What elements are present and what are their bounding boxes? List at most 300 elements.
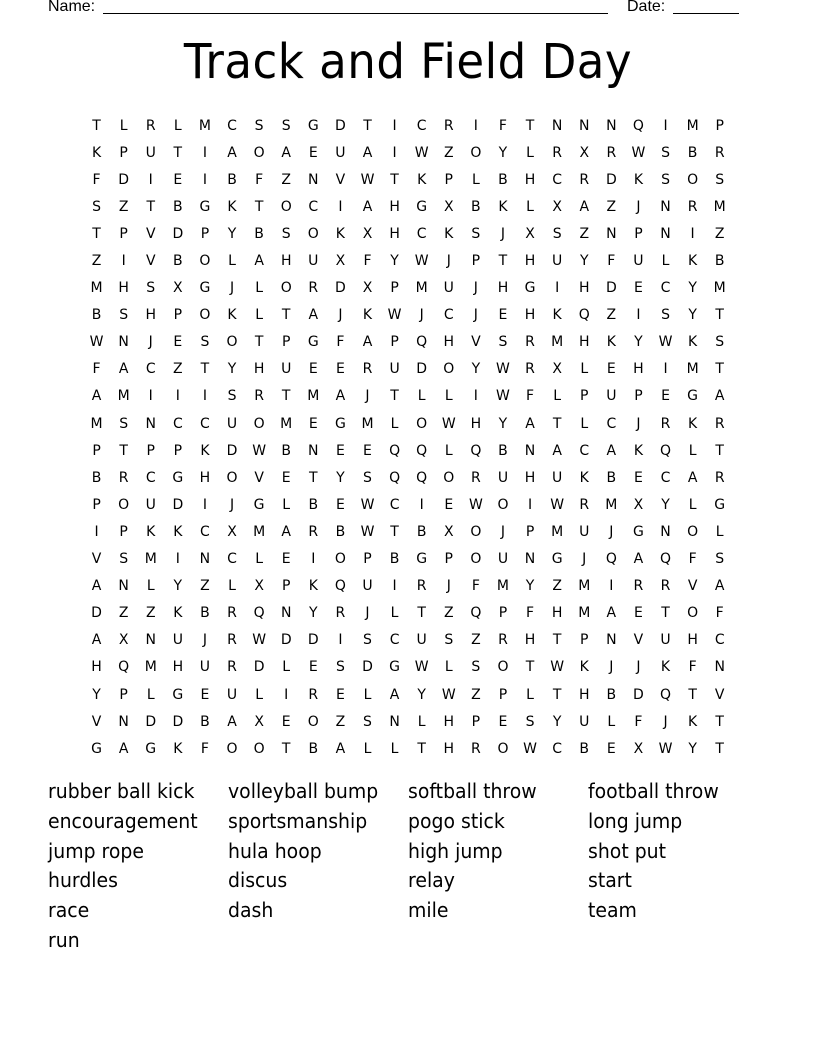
grid-letter[interactable]: R <box>714 415 725 432</box>
grid-letter[interactable]: F <box>363 253 372 270</box>
grid-letter[interactable]: S <box>715 171 725 188</box>
grid-letter[interactable]: Y <box>579 253 589 270</box>
grid-letter[interactable]: E <box>308 144 318 161</box>
grid-letter[interactable]: L <box>282 659 291 676</box>
grid-letter[interactable]: C <box>552 171 563 188</box>
grid-letter[interactable]: Q <box>605 551 617 568</box>
grid-letter[interactable]: A <box>714 388 725 405</box>
grid-letter[interactable]: U <box>172 632 183 649</box>
grid-letter[interactable]: P <box>715 117 724 134</box>
grid-letter[interactable]: S <box>92 198 101 215</box>
grid-letter[interactable]: L <box>390 740 399 757</box>
grid-letter[interactable]: O <box>416 415 428 432</box>
grid-letter[interactable]: J <box>202 632 207 649</box>
grid-letter[interactable]: Q <box>416 442 428 459</box>
grid-letter[interactable]: E <box>173 171 183 188</box>
grid-letter[interactable]: L <box>119 117 128 134</box>
grid-letter[interactable]: F <box>526 388 535 405</box>
grid-letter[interactable]: T <box>309 469 318 486</box>
grid-letter[interactable]: L <box>363 740 372 757</box>
grid-letter[interactable]: X <box>552 361 562 378</box>
grid-letter[interactable]: N <box>280 605 292 622</box>
grid-letter[interactable]: I <box>663 361 668 378</box>
grid-letter[interactable]: R <box>714 144 725 161</box>
grid-letter[interactable]: L <box>526 198 534 215</box>
grid-letter[interactable]: Z <box>200 578 210 595</box>
grid-letter[interactable]: U <box>389 361 400 378</box>
grid-letter[interactable]: W <box>631 144 646 161</box>
grid-letter[interactable]: L <box>715 523 724 540</box>
grid-letter[interactable]: I <box>202 496 207 513</box>
grid-letter[interactable]: P <box>444 551 453 568</box>
grid-letter[interactable]: H <box>443 740 455 757</box>
grid-letter[interactable]: P <box>281 578 291 595</box>
grid-letter[interactable]: I <box>202 171 207 188</box>
grid-letter[interactable]: E <box>335 496 345 513</box>
grid-letter[interactable]: N <box>145 632 156 649</box>
grid-letter[interactable]: W <box>360 523 375 540</box>
grid-letter[interactable]: W <box>550 496 565 513</box>
grid-letter[interactable]: K <box>552 307 562 324</box>
grid-letter[interactable]: P <box>92 442 101 459</box>
grid-letter[interactable]: T <box>715 713 724 730</box>
grid-letter[interactable]: G <box>307 334 319 351</box>
grid-letter[interactable]: U <box>552 253 563 270</box>
grid-letter[interactable]: D <box>335 280 346 297</box>
grid-letter[interactable]: J <box>446 253 451 270</box>
grid-letter[interactable]: D <box>172 225 184 242</box>
grid-letter[interactable]: K <box>173 740 183 757</box>
grid-letter[interactable]: X <box>633 740 644 757</box>
grid-letter[interactable]: N <box>660 198 671 215</box>
grid-letter[interactable]: M <box>686 117 699 134</box>
grid-letter[interactable]: Z <box>118 605 129 622</box>
grid-letter[interactable]: S <box>498 334 508 351</box>
grid-letter[interactable]: P <box>363 551 372 568</box>
grid-letter[interactable]: K <box>227 198 237 215</box>
grid-letter[interactable]: S <box>363 632 372 649</box>
grid-letter[interactable]: B <box>227 171 237 188</box>
grid-letter[interactable]: Z <box>443 605 454 622</box>
grid-letter[interactable]: X <box>633 496 644 513</box>
grid-letter[interactable]: I <box>392 578 397 595</box>
grid-letter[interactable]: I <box>338 198 343 215</box>
grid-letter[interactable]: L <box>688 442 697 459</box>
grid-letter[interactable]: U <box>145 496 156 513</box>
grid-letter[interactable]: E <box>335 361 345 378</box>
name-blank-line[interactable] <box>103 13 608 14</box>
grid-letter[interactable]: I <box>338 632 343 649</box>
grid-letter[interactable]: L <box>444 442 453 459</box>
grid-letter[interactable]: K <box>308 578 318 595</box>
grid-letter[interactable]: Y <box>688 280 697 297</box>
grid-letter[interactable]: K <box>688 334 698 351</box>
grid-letter[interactable]: U <box>308 253 319 270</box>
grid-letter[interactable]: Y <box>661 496 670 513</box>
grid-letter[interactable]: T <box>498 253 508 270</box>
grid-letter[interactable]: B <box>200 605 210 622</box>
grid-letter[interactable]: C <box>416 225 427 242</box>
grid-letter[interactable]: X <box>525 225 535 242</box>
grid-letter[interactable]: Y <box>390 253 399 270</box>
grid-letter[interactable]: R <box>470 469 481 486</box>
grid-letter[interactable]: B <box>498 442 508 459</box>
grid-letter[interactable]: O <box>497 659 509 676</box>
grid-letter[interactable]: O <box>199 307 211 324</box>
grid-letter[interactable]: I <box>175 551 180 568</box>
grid-letter[interactable]: R <box>525 361 535 378</box>
grid-letter[interactable]: T <box>715 442 724 459</box>
grid-letter[interactable]: A <box>91 578 102 595</box>
grid-letter[interactable]: S <box>281 225 291 242</box>
grid-letter[interactable]: U <box>335 144 346 161</box>
grid-letter[interactable]: A <box>308 307 319 324</box>
grid-letter[interactable]: I <box>148 171 153 188</box>
grid-letter[interactable]: S <box>119 415 129 432</box>
grid-letter[interactable]: T <box>525 117 535 134</box>
grid-letter[interactable]: O <box>280 198 292 215</box>
grid-letter[interactable]: E <box>633 469 643 486</box>
grid-letter[interactable]: P <box>119 523 128 540</box>
grid-letter[interactable]: N <box>524 551 536 568</box>
grid-letter[interactable]: T <box>119 442 128 459</box>
grid-letter[interactable]: T <box>552 686 562 703</box>
grid-letter[interactable]: H <box>389 225 400 242</box>
date-blank-line[interactable] <box>673 13 739 14</box>
grid-letter[interactable]: E <box>335 442 345 459</box>
grid-letter[interactable]: G <box>416 551 428 568</box>
grid-letter[interactable]: H <box>687 632 698 649</box>
grid-letter[interactable]: T <box>417 740 426 757</box>
grid-letter[interactable]: S <box>715 551 725 568</box>
grid-letter[interactable]: S <box>471 659 481 676</box>
grid-letter[interactable]: W <box>89 334 104 351</box>
grid-letter[interactable]: U <box>226 686 238 703</box>
grid-letter[interactable]: B <box>416 523 427 540</box>
grid-letter[interactable]: T <box>688 686 697 703</box>
grid-letter[interactable]: L <box>580 361 589 378</box>
grid-letter[interactable]: H <box>578 686 590 703</box>
grid-letter[interactable]: Z <box>714 225 725 242</box>
grid-letter[interactable]: P <box>119 686 128 703</box>
grid-letter[interactable]: W <box>468 496 483 513</box>
grid-letter[interactable]: U <box>416 632 427 649</box>
grid-letter[interactable]: D <box>605 171 617 188</box>
grid-letter[interactable]: C <box>606 415 617 432</box>
grid-letter[interactable]: H <box>633 361 644 378</box>
grid-letter[interactable]: F <box>471 578 480 595</box>
grid-letter[interactable]: U <box>443 280 454 297</box>
grid-letter[interactable]: Y <box>688 740 697 757</box>
grid-letter[interactable]: Z <box>443 144 454 161</box>
grid-letter[interactable]: R <box>145 117 156 134</box>
grid-letter[interactable]: C <box>227 551 237 568</box>
grid-letter[interactable]: L <box>390 415 399 432</box>
grid-letter[interactable]: M <box>144 551 157 568</box>
grid-letter[interactable]: R <box>525 334 535 351</box>
grid-letter[interactable]: M <box>415 280 428 297</box>
grid-letter[interactable]: S <box>119 551 129 568</box>
grid-letter[interactable]: N <box>308 442 319 459</box>
grid-letter[interactable]: U <box>281 361 292 378</box>
grid-letter[interactable]: A <box>362 144 373 161</box>
grid-letter[interactable]: T <box>173 144 183 161</box>
grid-letter[interactable]: L <box>255 686 264 703</box>
grid-letter[interactable]: B <box>579 740 590 757</box>
grid-letter[interactable]: D <box>118 171 130 188</box>
grid-letter[interactable]: O <box>307 713 319 730</box>
grid-letter[interactable]: A <box>525 415 535 432</box>
grid-letter[interactable]: K <box>633 442 644 459</box>
grid-letter[interactable]: F <box>92 171 101 188</box>
grid-letter[interactable]: A <box>227 713 237 730</box>
grid-letter[interactable]: A <box>91 632 102 649</box>
grid-letter[interactable]: G <box>524 280 536 297</box>
grid-letter[interactable]: R <box>362 361 373 378</box>
grid-letter[interactable]: H <box>578 280 590 297</box>
grid-letter[interactable]: W <box>441 686 456 703</box>
grid-letter[interactable]: O <box>226 740 238 757</box>
grid-letter[interactable]: G <box>334 415 346 432</box>
grid-letter[interactable]: K <box>362 307 373 324</box>
grid-letter[interactable]: S <box>335 659 345 676</box>
grid-letter[interactable]: R <box>118 469 129 486</box>
grid-letter[interactable]: W <box>523 740 537 757</box>
grid-letter[interactable]: L <box>553 388 562 405</box>
grid-letter[interactable]: I <box>392 144 397 161</box>
grid-letter[interactable]: W <box>387 307 402 324</box>
grid-letter[interactable]: I <box>473 388 478 405</box>
grid-letter[interactable]: T <box>715 307 724 324</box>
grid-letter[interactable]: A <box>606 442 617 459</box>
grid-letter[interactable]: A <box>118 740 129 757</box>
grid-letter[interactable]: Q <box>470 605 482 622</box>
grid-letter[interactable]: R <box>498 632 508 649</box>
grid-letter[interactable]: G <box>389 659 400 676</box>
grid-letter[interactable]: T <box>200 361 210 378</box>
grid-letter[interactable]: R <box>335 605 346 622</box>
grid-letter[interactable]: S <box>119 307 129 324</box>
grid-letter[interactable]: A <box>362 198 373 215</box>
grid-letter[interactable]: K <box>417 171 427 188</box>
grid-letter[interactable]: C <box>660 280 671 297</box>
grid-letter[interactable]: U <box>606 388 617 405</box>
grid-letter[interactable]: M <box>578 605 591 622</box>
grid-letter[interactable]: H <box>524 632 536 649</box>
grid-letter[interactable]: T <box>390 523 399 540</box>
grid-letter[interactable]: J <box>365 605 370 622</box>
grid-letter[interactable]: R <box>308 280 319 297</box>
grid-letter[interactable]: O <box>226 469 238 486</box>
grid-letter[interactable]: P <box>634 388 643 405</box>
grid-letter[interactable]: N <box>606 632 617 649</box>
grid-letter[interactable]: G <box>551 551 563 568</box>
grid-letter[interactable]: G <box>145 740 157 757</box>
grid-letter[interactable]: H <box>497 280 509 297</box>
grid-letter[interactable]: J <box>473 280 478 297</box>
grid-letter[interactable]: I <box>202 388 207 405</box>
grid-letter[interactable]: T <box>363 117 372 134</box>
grid-letter[interactable]: V <box>335 171 346 188</box>
grid-letter[interactable]: O <box>307 225 319 242</box>
grid-letter[interactable]: J <box>663 713 668 730</box>
grid-letter[interactable]: F <box>688 659 697 676</box>
grid-letter[interactable]: E <box>661 388 670 405</box>
grid-letter[interactable]: A <box>389 686 400 703</box>
grid-letter[interactable]: W <box>550 659 565 676</box>
grid-letter[interactable]: E <box>498 307 508 324</box>
grid-letter[interactable]: G <box>253 496 265 513</box>
grid-letter[interactable]: K <box>688 713 698 730</box>
grid-letter[interactable]: Y <box>173 578 183 595</box>
grid-letter[interactable]: S <box>200 334 210 351</box>
grid-letter[interactable]: S <box>227 388 237 405</box>
grid-letter[interactable]: L <box>688 496 697 513</box>
grid-letter[interactable]: S <box>471 225 481 242</box>
grid-letter[interactable]: C <box>552 740 563 757</box>
grid-letter[interactable]: L <box>526 686 534 703</box>
grid-letter[interactable]: G <box>307 117 319 134</box>
grid-letter[interactable]: H <box>280 253 292 270</box>
grid-letter[interactable]: C <box>145 361 156 378</box>
grid-letter[interactable]: X <box>173 280 183 297</box>
grid-letter[interactable]: D <box>605 280 617 297</box>
grid-letter[interactable]: C <box>308 198 319 215</box>
grid-letter[interactable]: N <box>551 117 563 134</box>
grid-letter[interactable]: J <box>365 388 370 405</box>
grid-letter[interactable]: C <box>714 632 725 649</box>
grid-letter[interactable]: L <box>417 388 426 405</box>
grid-letter[interactable]: B <box>687 144 698 161</box>
grid-letter[interactable]: P <box>119 144 128 161</box>
grid-letter[interactable]: J <box>229 280 235 297</box>
grid-letter[interactable]: E <box>308 361 318 378</box>
grid-letter[interactable]: A <box>606 605 617 622</box>
grid-letter[interactable]: Y <box>471 361 481 378</box>
grid-letter[interactable]: D <box>253 659 265 676</box>
grid-letter[interactable]: G <box>91 740 102 757</box>
grid-letter[interactable]: G <box>687 388 699 405</box>
grid-letter[interactable]: J <box>148 334 153 351</box>
grid-letter[interactable]: U <box>660 632 671 649</box>
grid-letter[interactable]: N <box>606 225 617 242</box>
grid-letter[interactable]: H <box>470 415 482 432</box>
grid-letter[interactable]: Q <box>253 605 265 622</box>
grid-letter[interactable]: N <box>660 523 671 540</box>
grid-letter[interactable]: Z <box>552 578 562 595</box>
grid-letter[interactable]: O <box>199 253 211 270</box>
grid-letter[interactable]: G <box>632 523 644 540</box>
grid-letter[interactable]: W <box>441 415 456 432</box>
grid-letter[interactable]: K <box>91 144 102 161</box>
grid-letter[interactable]: A <box>714 578 725 595</box>
grid-letter[interactable]: M <box>686 361 699 378</box>
grid-letter[interactable]: T <box>92 225 101 242</box>
grid-letter[interactable]: Z <box>118 198 129 215</box>
grid-letter[interactable]: L <box>661 253 670 270</box>
grid-letter[interactable]: G <box>172 686 184 703</box>
grid-letter[interactable]: H <box>443 713 455 730</box>
grid-letter[interactable]: D <box>280 632 292 649</box>
grid-letter[interactable]: L <box>390 605 399 622</box>
grid-letter[interactable]: E <box>633 605 643 622</box>
grid-letter[interactable]: P <box>173 307 183 324</box>
grid-letter[interactable]: O <box>470 523 482 540</box>
grid-letter[interactable]: C <box>200 523 210 540</box>
grid-letter[interactable]: B <box>308 740 319 757</box>
grid-letter[interactable]: Z <box>173 361 183 378</box>
grid-letter[interactable]: W <box>252 442 267 459</box>
grid-letter[interactable]: B <box>281 442 291 459</box>
grid-letter[interactable]: E <box>335 686 345 703</box>
grid-letter[interactable]: N <box>118 578 129 595</box>
grid-letter[interactable]: O <box>470 144 482 161</box>
grid-letter[interactable]: H <box>551 605 563 622</box>
grid-letter[interactable]: N <box>308 171 319 188</box>
grid-letter[interactable]: E <box>281 551 291 568</box>
grid-letter[interactable]: R <box>714 469 725 486</box>
grid-letter[interactable]: S <box>661 171 670 188</box>
grid-letter[interactable]: Q <box>660 442 672 459</box>
grid-letter[interactable]: C <box>579 442 590 459</box>
grid-letter[interactable]: J <box>609 523 614 540</box>
grid-letter[interactable]: G <box>416 198 428 215</box>
grid-letter[interactable]: D <box>226 442 238 459</box>
grid-letter[interactable]: E <box>444 496 454 513</box>
grid-letter[interactable]: L <box>363 686 372 703</box>
grid-letter[interactable]: T <box>552 415 562 432</box>
grid-letter[interactable]: A <box>362 334 373 351</box>
grid-letter[interactable]: R <box>227 659 237 676</box>
grid-letter[interactable]: V <box>145 253 156 270</box>
grid-letter[interactable]: H <box>145 307 156 324</box>
grid-letter[interactable]: E <box>281 713 291 730</box>
grid-letter[interactable]: X <box>254 578 264 595</box>
grid-letter[interactable]: Q <box>334 578 346 595</box>
grid-letter[interactable]: N <box>145 415 156 432</box>
grid-letter[interactable]: O <box>497 496 509 513</box>
grid-letter[interactable]: G <box>199 198 211 215</box>
grid-letter[interactable]: O <box>280 280 292 297</box>
grid-letter[interactable]: H <box>524 171 536 188</box>
grid-letter[interactable]: W <box>414 253 429 270</box>
grid-letter[interactable]: B <box>606 686 617 703</box>
grid-letter[interactable]: P <box>580 632 589 649</box>
grid-letter[interactable]: X <box>118 632 129 649</box>
grid-letter[interactable]: R <box>308 523 319 540</box>
grid-letter[interactable]: F <box>634 713 643 730</box>
grid-letter[interactable]: R <box>416 578 427 595</box>
grid-letter[interactable]: I <box>311 551 316 568</box>
grid-letter[interactable]: R <box>308 686 319 703</box>
grid-letter[interactable]: I <box>663 117 668 134</box>
grid-letter[interactable]: P <box>173 442 183 459</box>
grid-letter[interactable]: W <box>360 171 375 188</box>
grid-letter[interactable]: G <box>172 469 184 486</box>
grid-letter[interactable]: I <box>609 578 614 595</box>
grid-letter[interactable]: D <box>145 713 157 730</box>
grid-letter[interactable]: O <box>253 144 265 161</box>
grid-letter[interactable]: D <box>335 117 346 134</box>
grid-letter[interactable]: B <box>91 469 102 486</box>
grid-letter[interactable]: F <box>607 253 616 270</box>
grid-letter[interactable]: T <box>281 388 291 405</box>
grid-letter[interactable]: V <box>471 334 481 351</box>
grid-letter[interactable]: K <box>498 198 508 215</box>
grid-letter[interactable]: M <box>361 415 374 432</box>
grid-letter[interactable]: J <box>446 578 451 595</box>
grid-letter[interactable]: N <box>660 225 671 242</box>
